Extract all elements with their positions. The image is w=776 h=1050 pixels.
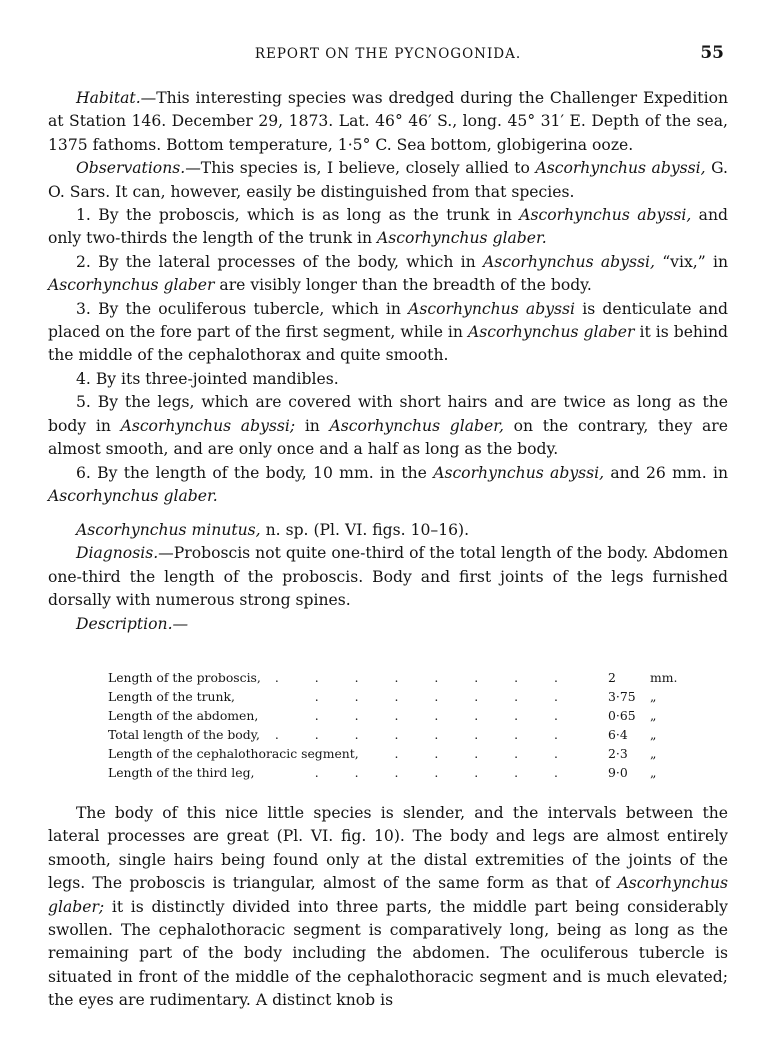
observations-paragraph [48,157,728,204]
measurement-value: 3·75 [608,689,636,704]
point-text: 6. By the length of the body, 10 mm. in the [76,463,434,482]
page-number: 55 [700,43,724,63]
point-text: 5. By the legs, which are covered with short hairs and are twice as long as the body in [48,393,728,435]
measurement-row [108,687,678,706]
measurement-value: 2·3 [608,746,628,761]
point-text: it is behind the middle of the cephalothorax and quite smooth. [48,323,728,365]
species-name: Ascorhynchus abyssi, [433,463,605,482]
measurement-row [108,763,678,782]
leader-dots: . . . . . . . [314,765,560,780]
measurement-label: Length of the proboscis, [108,670,261,685]
species-name: Ascorhynchus glaber. [48,486,218,505]
measurement-unit: mm. [650,670,678,685]
point-6 [48,462,728,509]
species-name: Ascorhynchus abyssi, [483,252,655,271]
measurement-unit: „ [650,689,657,704]
leader-dots: . . . . . . . [314,708,560,723]
measurement-label: Length of the third leg, [108,765,255,780]
point-5 [48,391,728,461]
point-text: and only two-thirds the length of the trunk in [48,206,728,248]
species-name: Ascorhynchus glaber, [329,416,504,435]
point-text: on the contrary, they are almost smooth, and are only once and a half as long as the body. [48,416,728,459]
measurement-label: Length of the cephalothoracic segment, [108,746,359,761]
habitat-label: Habitat. [76,89,141,107]
point-text: in [295,416,330,435]
point-4: 4. By its three-jointed mandibles. [76,369,339,388]
diagnosis-text: —Proboscis not quite one-third of the total length of the body. Abdomen one-third the length of the proboscis. Body and first joints of the legs furnished dorsally with numerous strong spines. [48,544,728,610]
measurement-label: Length of the abdomen, [108,708,259,723]
measurement-label: Length of the trunk, [108,689,235,704]
species-name: Ascorhynchus abyssi [408,299,576,318]
measurement-value: 0·65 [608,708,636,723]
description-section [48,802,728,1013]
species-name: Ascorhynchus glaber [48,276,215,295]
measurement-row [108,706,678,725]
leader-dots: . . . . . . . . [274,727,560,742]
point-text: and 26 mm. in [604,463,728,482]
description-heading [48,613,728,636]
species-name: Ascorhynchus abyssi, [519,206,692,225]
point-2 [48,251,728,298]
measurement-row [108,725,678,744]
measurement-unit: „ [650,746,657,761]
observations-label: Observations. [76,159,186,178]
point-text: “vix,” in [654,252,728,271]
description-label: Description.— [76,614,189,633]
leader-dots: . . . . . [394,746,560,761]
point-text: is denticulate and placed on the fore part of the first segment, while in [48,299,728,342]
measurements-table [108,668,678,782]
observations-text: —This species is, I believe, closely allied to [185,159,536,178]
species-name: Ascorhynchus abyssi; [120,416,296,435]
description-paragraph [48,802,728,1013]
species-heading [48,519,728,542]
habitat-text: —This interesting species was dredged during the Challenger Expedition at Station 146. December 29, 1873. Lat. 46° 46′ S., long. 45° 31′ E. Depth of the sea, 1375 fathoms. Bottom temperature, 1·5° C. Sea bottom, globigerina ooze. [48,89,728,154]
leader-dots: . . . . . . . . [274,670,560,685]
point-text: 3. By the oculiferous tubercle, which in [76,299,409,318]
description-text: it is distinctly divided into three parts, the middle part being considerably swollen. The cephalothoracic segment is comparatively long, being as long as the remaining part of the body including the abdomen. The oculiferous tubercle is situated in front of the middle of the cephalothoracic segment and is much elevated; the eyes are rudimentary. A distinct knob is [48,897,728,1010]
point-text: 1. By the proboscis, which is as long as the trunk in [76,206,520,225]
species-name: Ascorhynchus glaber. [376,229,547,248]
species-heading-name: Ascorhynchus minutus, [76,521,261,539]
species-heading-rest: n. sp. (Pl. VI. figs. 10–16). [260,521,470,539]
species-name: Ascorhynchus glaber [467,323,635,342]
measurement-value: 6·4 [608,727,628,742]
point-3 [48,298,728,368]
observations-text: G. O. Sars. It can, however, easily be distinguished from that species. [48,159,728,201]
measurement-unit: „ [650,708,657,723]
measurement-unit: „ [650,727,657,742]
minutus-section [48,519,728,636]
species-name: Ascorhynchus glaber; [48,874,728,916]
point-text: 2. By the lateral processes of the body, which in [76,252,484,271]
diagnosis-label: Diagnosis. [76,544,159,563]
measurement-value: 9·0 [608,765,628,780]
leader-dots: . . . . . . . [314,689,560,704]
habitat-paragraph [48,87,728,157]
measurement-label: Total length of the body, [108,727,260,742]
description-text: The body of this nice little species is slender, and the intervals between the lateral processes are great (Pl. VI. fig. 10). The body and legs are almost entirely smooth, single hairs being found only at the distal extremities of the joints of the legs. The proboscis is triangular, almost of the same form as that of [48,804,728,893]
point-text: are visibly longer than the breadth of the body. [214,276,592,295]
measurement-row [108,744,678,763]
species-name: Ascorhynchus abyssi, [535,159,706,178]
measurement-unit: „ [650,765,657,780]
abyssi-section [48,87,728,508]
running-head [0,43,776,70]
point-1 [48,204,728,251]
measurement-value: 2 [608,670,616,685]
diagnosis-paragraph [48,542,728,612]
measurement-row [108,668,678,687]
running-title: REPORT ON THE PYCNOGONIDA. [254,46,522,62]
